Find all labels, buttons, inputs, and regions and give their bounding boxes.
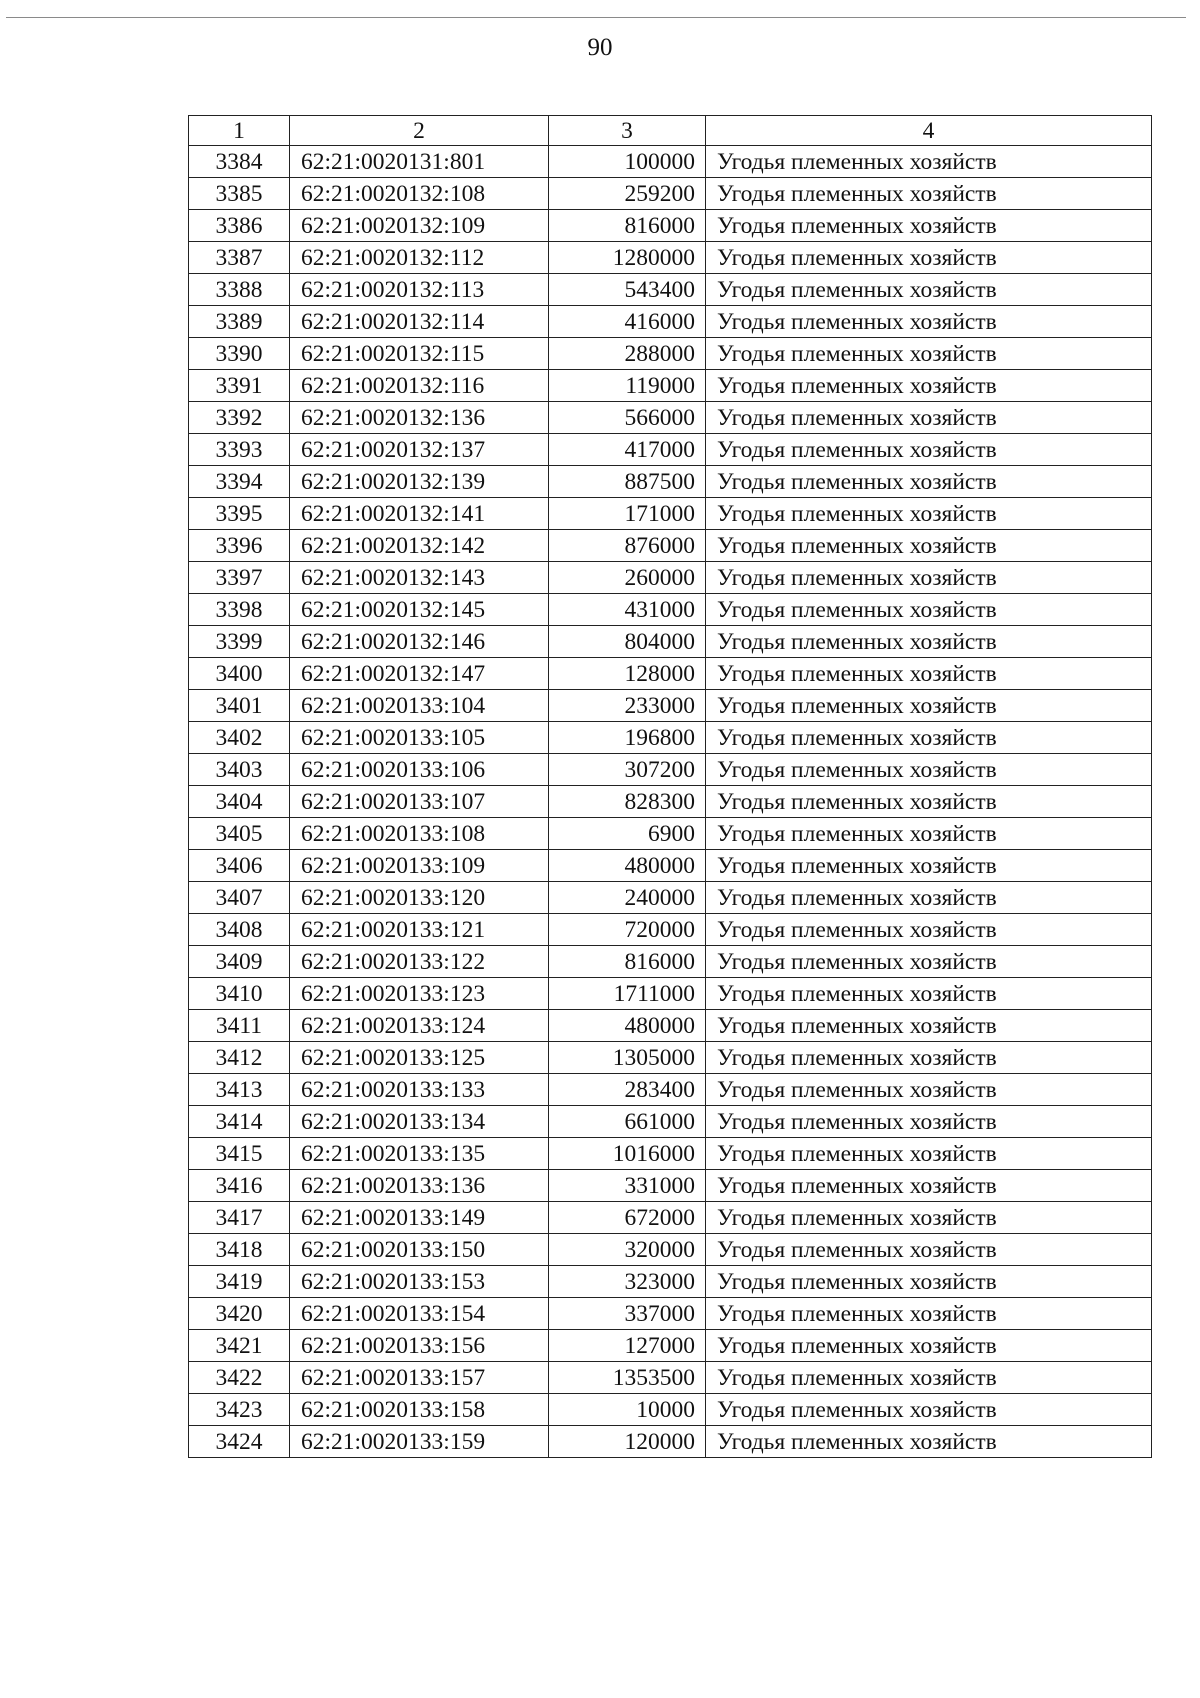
area-cell: 566000: [549, 402, 706, 434]
cadastral-number-cell: 62:21:0020132:146: [290, 626, 549, 658]
area-cell: 240000: [549, 882, 706, 914]
table-row: [189, 850, 1152, 882]
area-cell: 260000: [549, 562, 706, 594]
table-body: [189, 116, 1152, 1458]
area-cell: 661000: [549, 1106, 706, 1138]
row-number-cell: 3391: [189, 370, 290, 402]
cadastral-number-cell: 62:21:0020133:149: [290, 1202, 549, 1234]
cadastral-number-cell: 62:21:0020132:139: [290, 466, 549, 498]
land-category-cell: Угодья племенных хозяйств: [706, 1138, 1152, 1170]
row-number-cell: 3410: [189, 978, 290, 1010]
land-category-cell: Угодья племенных хозяйств: [706, 1266, 1152, 1298]
land-category-cell: Угодья племенных хозяйств: [706, 626, 1152, 658]
row-number-cell: 3417: [189, 1202, 290, 1234]
land-category-cell: Угодья племенных хозяйств: [706, 1298, 1152, 1330]
area-cell: 196800: [549, 722, 706, 754]
table-row: [189, 882, 1152, 914]
area-cell: 480000: [549, 1010, 706, 1042]
area-cell: 10000: [549, 1394, 706, 1426]
table-row: [189, 1074, 1152, 1106]
land-category-cell: Угодья племенных хозяйств: [706, 882, 1152, 914]
area-cell: 1305000: [549, 1042, 706, 1074]
row-number-cell: 3384: [189, 146, 290, 178]
land-category-cell: Угодья племенных хозяйств: [706, 402, 1152, 434]
table-row: [189, 786, 1152, 818]
land-category-cell: Угодья племенных хозяйств: [706, 1170, 1152, 1202]
cadastral-number-cell: 62:21:0020132:143: [290, 562, 549, 594]
table-row: [189, 498, 1152, 530]
row-number-cell: 3414: [189, 1106, 290, 1138]
table-row: [189, 1170, 1152, 1202]
land-category-cell: Угодья племенных хозяйств: [706, 1394, 1152, 1426]
area-cell: 1353500: [549, 1362, 706, 1394]
column-header-4: 4: [706, 116, 1152, 146]
table-row: [189, 242, 1152, 274]
land-category-cell: Угодья племенных хозяйств: [706, 1234, 1152, 1266]
area-cell: 171000: [549, 498, 706, 530]
scan-edge-line: [6, 17, 1186, 18]
table-row: [189, 466, 1152, 498]
row-number-cell: 3404: [189, 786, 290, 818]
land-category-cell: Угодья племенных хозяйств: [706, 1074, 1152, 1106]
land-category-cell: Угодья племенных хозяйств: [706, 1106, 1152, 1138]
row-number-cell: 3420: [189, 1298, 290, 1330]
area-cell: 259200: [549, 178, 706, 210]
cadastral-number-cell: 62:21:0020133:122: [290, 946, 549, 978]
area-cell: 337000: [549, 1298, 706, 1330]
area-cell: 543400: [549, 274, 706, 306]
table-row: [189, 1042, 1152, 1074]
row-number-cell: 3395: [189, 498, 290, 530]
table-row: [189, 370, 1152, 402]
row-number-cell: 3415: [189, 1138, 290, 1170]
area-cell: 323000: [549, 1266, 706, 1298]
table-row: [189, 338, 1152, 370]
row-number-cell: 3419: [189, 1266, 290, 1298]
area-cell: 100000: [549, 146, 706, 178]
row-number-cell: 3424: [189, 1426, 290, 1458]
land-category-cell: Угодья племенных хозяйств: [706, 466, 1152, 498]
area-cell: 6900: [549, 818, 706, 850]
cadastral-number-cell: 62:21:0020133:105: [290, 722, 549, 754]
land-category-cell: Угодья племенных хозяйств: [706, 434, 1152, 466]
table-row: [189, 1394, 1152, 1426]
cadastral-number-cell: 62:21:0020133:150: [290, 1234, 549, 1266]
row-number-cell: 3407: [189, 882, 290, 914]
cadastral-number-cell: 62:21:0020132:109: [290, 210, 549, 242]
row-number-cell: 3389: [189, 306, 290, 338]
table-row: [189, 1266, 1152, 1298]
land-plots-table: [188, 115, 1152, 1458]
table-row: [189, 1010, 1152, 1042]
table-header-row: [189, 116, 1152, 146]
table-row: [189, 690, 1152, 722]
table-row: [189, 1202, 1152, 1234]
row-number-cell: 3421: [189, 1330, 290, 1362]
row-number-cell: 3422: [189, 1362, 290, 1394]
cadastral-number-cell: 62:21:0020133:109: [290, 850, 549, 882]
table-row: [189, 1426, 1152, 1458]
column-header-2: 2: [290, 116, 549, 146]
land-category-cell: Угодья племенных хозяйств: [706, 242, 1152, 274]
land-category-cell: Угодья племенных хозяйств: [706, 722, 1152, 754]
cadastral-number-cell: 62:21:0020133:108: [290, 818, 549, 850]
row-number-cell: 3413: [189, 1074, 290, 1106]
cadastral-number-cell: 62:21:0020132:141: [290, 498, 549, 530]
table-row: [189, 658, 1152, 690]
cadastral-number-cell: 62:21:0020133:156: [290, 1330, 549, 1362]
cadastral-number-cell: 62:21:0020133:124: [290, 1010, 549, 1042]
area-cell: 233000: [549, 690, 706, 722]
row-number-cell: 3418: [189, 1234, 290, 1266]
land-category-cell: Угодья племенных хозяйств: [706, 978, 1152, 1010]
row-number-cell: 3386: [189, 210, 290, 242]
land-category-cell: Угодья племенных хозяйств: [706, 1042, 1152, 1074]
row-number-cell: 3392: [189, 402, 290, 434]
row-number-cell: 3396: [189, 530, 290, 562]
area-cell: 828300: [549, 786, 706, 818]
table-row: [189, 914, 1152, 946]
land-category-cell: Угодья племенных хозяйств: [706, 146, 1152, 178]
land-category-cell: Угодья племенных хозяйств: [706, 338, 1152, 370]
table-row: [189, 722, 1152, 754]
area-cell: 672000: [549, 1202, 706, 1234]
table-row: [189, 306, 1152, 338]
table-row: [189, 146, 1152, 178]
row-number-cell: 3388: [189, 274, 290, 306]
cadastral-number-cell: 62:21:0020131:801: [290, 146, 549, 178]
row-number-cell: 3398: [189, 594, 290, 626]
cadastral-number-cell: 62:21:0020133:125: [290, 1042, 549, 1074]
land-category-cell: Угодья племенных хозяйств: [706, 562, 1152, 594]
area-cell: 431000: [549, 594, 706, 626]
row-number-cell: 3416: [189, 1170, 290, 1202]
table-row: [189, 1330, 1152, 1362]
land-category-cell: Угодья племенных хозяйств: [706, 498, 1152, 530]
row-number-cell: 3406: [189, 850, 290, 882]
cadastral-number-cell: 62:21:0020132:115: [290, 338, 549, 370]
row-number-cell: 3412: [189, 1042, 290, 1074]
row-number-cell: 3390: [189, 338, 290, 370]
area-cell: 1711000: [549, 978, 706, 1010]
land-category-cell: Угодья племенных хозяйств: [706, 210, 1152, 242]
table-row: [189, 754, 1152, 786]
row-number-cell: 3385: [189, 178, 290, 210]
area-cell: 288000: [549, 338, 706, 370]
cadastral-number-cell: 62:21:0020133:133: [290, 1074, 549, 1106]
table-row: [189, 1138, 1152, 1170]
cadastral-number-cell: 62:21:0020132:113: [290, 274, 549, 306]
row-number-cell: 3411: [189, 1010, 290, 1042]
row-number-cell: 3400: [189, 658, 290, 690]
land-category-cell: Угодья племенных хозяйств: [706, 818, 1152, 850]
area-cell: 720000: [549, 914, 706, 946]
table-row: [189, 530, 1152, 562]
table-row: [189, 402, 1152, 434]
cadastral-number-cell: 62:21:0020132:136: [290, 402, 549, 434]
area-cell: 283400: [549, 1074, 706, 1106]
row-number-cell: 3423: [189, 1394, 290, 1426]
row-number-cell: 3408: [189, 914, 290, 946]
cadastral-number-cell: 62:21:0020132:108: [290, 178, 549, 210]
land-category-cell: Угодья племенных хозяйств: [706, 306, 1152, 338]
table-row: [189, 626, 1152, 658]
column-header-3: 3: [549, 116, 706, 146]
table-row: [189, 1234, 1152, 1266]
cadastral-number-cell: 62:21:0020132:137: [290, 434, 549, 466]
page-number: 90: [587, 34, 613, 61]
land-category-cell: Угодья племенных хозяйств: [706, 1426, 1152, 1458]
land-category-cell: Угодья племенных хозяйств: [706, 1362, 1152, 1394]
land-category-cell: Угодья племенных хозяйств: [706, 946, 1152, 978]
cadastral-number-cell: 62:21:0020133:106: [290, 754, 549, 786]
land-category-cell: Угодья племенных хозяйств: [706, 274, 1152, 306]
area-cell: 331000: [549, 1170, 706, 1202]
cadastral-number-cell: 62:21:0020132:112: [290, 242, 549, 274]
land-category-cell: Угодья племенных хозяйств: [706, 786, 1152, 818]
area-cell: 417000: [549, 434, 706, 466]
area-cell: 127000: [549, 1330, 706, 1362]
table-row: [189, 594, 1152, 626]
row-number-cell: 3402: [189, 722, 290, 754]
cadastral-number-cell: 62:21:0020133:158: [290, 1394, 549, 1426]
cadastral-number-cell: 62:21:0020132:116: [290, 370, 549, 402]
table-row: [189, 1362, 1152, 1394]
cadastral-number-cell: 62:21:0020132:142: [290, 530, 549, 562]
row-number-cell: 3393: [189, 434, 290, 466]
land-category-cell: Угодья племенных хозяйств: [706, 1202, 1152, 1234]
cadastral-number-cell: 62:21:0020133:136: [290, 1170, 549, 1202]
area-cell: 119000: [549, 370, 706, 402]
area-cell: 416000: [549, 306, 706, 338]
area-cell: 887500: [549, 466, 706, 498]
land-category-cell: Угодья племенных хозяйств: [706, 178, 1152, 210]
column-header-1: 1: [189, 116, 290, 146]
table-row: [189, 562, 1152, 594]
cadastral-number-cell: 62:21:0020133:157: [290, 1362, 549, 1394]
land-category-cell: Угодья племенных хозяйств: [706, 914, 1152, 946]
cadastral-number-cell: 62:21:0020133:123: [290, 978, 549, 1010]
cadastral-number-cell: 62:21:0020133:104: [290, 690, 549, 722]
area-cell: 816000: [549, 946, 706, 978]
cadastral-number-cell: 62:21:0020133:159: [290, 1426, 549, 1458]
area-cell: 120000: [549, 1426, 706, 1458]
land-category-cell: Угодья племенных хозяйств: [706, 658, 1152, 690]
table-row: [189, 210, 1152, 242]
land-category-cell: Угодья племенных хозяйств: [706, 594, 1152, 626]
cadastral-number-cell: 62:21:0020132:114: [290, 306, 549, 338]
area-cell: 876000: [549, 530, 706, 562]
land-category-cell: Угодья племенных хозяйств: [706, 530, 1152, 562]
land-category-cell: Угодья племенных хозяйств: [706, 1330, 1152, 1362]
area-cell: 804000: [549, 626, 706, 658]
row-number-cell: 3409: [189, 946, 290, 978]
cadastral-number-cell: 62:21:0020132:145: [290, 594, 549, 626]
row-number-cell: 3405: [189, 818, 290, 850]
table-row: [189, 434, 1152, 466]
cadastral-number-cell: 62:21:0020133:134: [290, 1106, 549, 1138]
table-row: [189, 274, 1152, 306]
land-category-cell: Угодья племенных хозяйств: [706, 754, 1152, 786]
row-number-cell: 3401: [189, 690, 290, 722]
cadastral-number-cell: 62:21:0020133:153: [290, 1266, 549, 1298]
cadastral-number-cell: 62:21:0020133:135: [290, 1138, 549, 1170]
cadastral-number-cell: 62:21:0020133:120: [290, 882, 549, 914]
area-cell: 320000: [549, 1234, 706, 1266]
table-row: [189, 818, 1152, 850]
row-number-cell: 3387: [189, 242, 290, 274]
land-category-cell: Угодья племенных хозяйств: [706, 690, 1152, 722]
cadastral-number-cell: 62:21:0020133:154: [290, 1298, 549, 1330]
land-category-cell: Угодья племенных хозяйств: [706, 370, 1152, 402]
land-category-cell: Угодья племенных хозяйств: [706, 850, 1152, 882]
table-row: [189, 1106, 1152, 1138]
table-row: [189, 946, 1152, 978]
area-cell: 816000: [549, 210, 706, 242]
cadastral-number-cell: 62:21:0020132:147: [290, 658, 549, 690]
land-category-cell: Угодья племенных хозяйств: [706, 1010, 1152, 1042]
row-number-cell: 3399: [189, 626, 290, 658]
table-row: [189, 978, 1152, 1010]
row-number-cell: 3394: [189, 466, 290, 498]
row-number-cell: 3397: [189, 562, 290, 594]
area-cell: 307200: [549, 754, 706, 786]
area-cell: 1016000: [549, 1138, 706, 1170]
row-number-cell: 3403: [189, 754, 290, 786]
area-cell: 128000: [549, 658, 706, 690]
area-cell: 480000: [549, 850, 706, 882]
cadastral-number-cell: 62:21:0020133:121: [290, 914, 549, 946]
cadastral-number-cell: 62:21:0020133:107: [290, 786, 549, 818]
table-row: [189, 1298, 1152, 1330]
area-cell: 1280000: [549, 242, 706, 274]
table-row: [189, 178, 1152, 210]
